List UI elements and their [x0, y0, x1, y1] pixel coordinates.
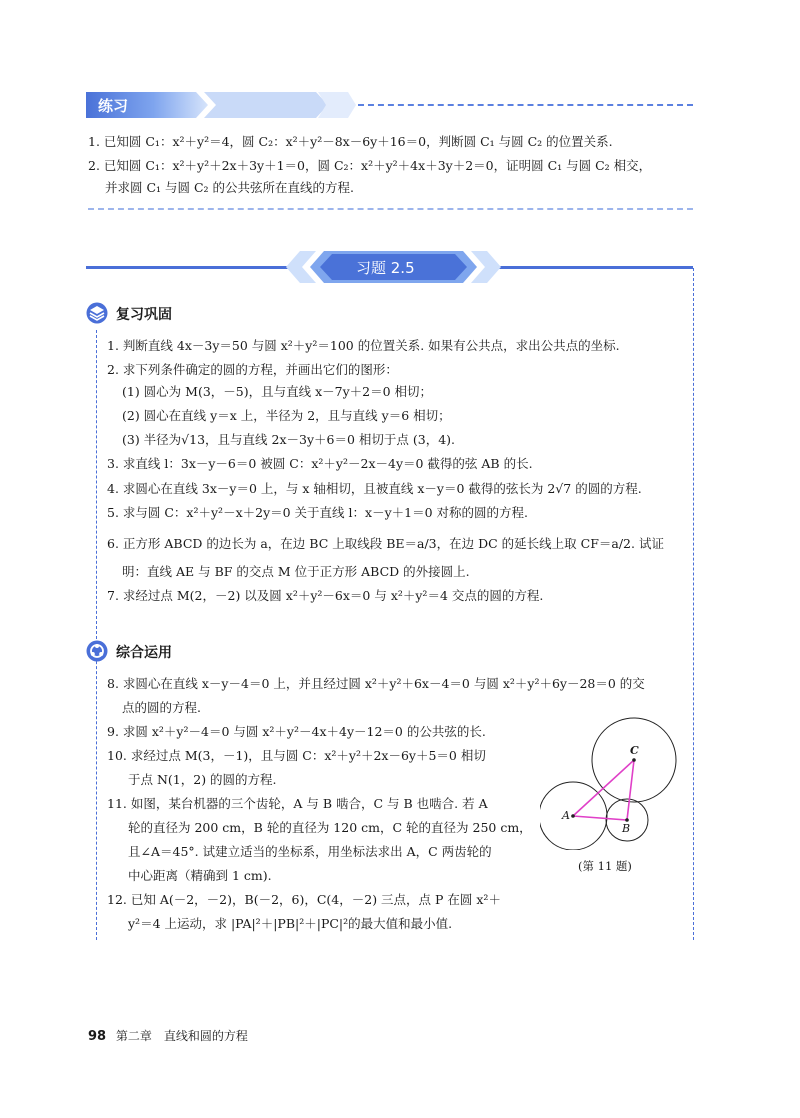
label-b: B: [622, 822, 631, 835]
practice-title: 练习: [98, 97, 129, 115]
label-a: A: [562, 809, 570, 822]
apply-title: 综合运用: [116, 645, 172, 661]
practice-item-2-cont: 并求圆 C₁ 与圆 C₂ 的公共弦所在直线的方程.: [105, 180, 355, 195]
gear-figure-drawing: [540, 708, 690, 850]
practice-item-2: 2. 已知圆 C₁：x²＋y²＋2x＋3y＋1＝0，圆 C₂：x²＋y²＋4x＋3y＋2＝0，证明圆 C₁ 与圆 C₂ 相交，: [88, 158, 652, 173]
chapter-title: 第二章 直线和圆的方程: [115, 1029, 248, 1043]
practice-item-1: 1. 已知圆 C₁：x²＋y²＝4，圆 C₂：x²＋y²－8x－6y＋16＝0，判断圆 C₁ 与圆 C₂ 的位置关系.: [88, 134, 613, 149]
apply-line-4: 10. 求经过点 M(3，－1)，且与圆 C：x²＋y²＋2x－6y＋5＝0 相切: [107, 748, 486, 763]
center-triangle: [573, 760, 634, 820]
review-line-1: 1. 判断直线 4x－3y＝50 与圆 x²＋y²＝100 的位置关系. 如果有公共点，求出公共点的坐标.: [107, 338, 620, 353]
apply-line-11: y²＝4 上运动，求 |PA|²＋|PB|²＋|PC|²的最大值和最小值.: [128, 916, 453, 931]
apply-line-7: 轮的直径为 200 cm，B 轮的直径为 120 cm，C 轮的直径为 250 cm，: [128, 820, 532, 835]
figure-caption: (第 11 题): [578, 859, 632, 873]
review-title: 复习巩固: [116, 307, 172, 323]
apply-line-5: 于点 N(1，2) 的圆的方程.: [128, 772, 277, 787]
page-footer: [88, 1027, 248, 1044]
review-line-3: (1) 圆心为 M(3，－5)，且与直线 x－7y＋2＝0 相切；: [122, 384, 433, 399]
review-line-8: 5. 求与圆 C：x²＋y²－x＋2y＝0 关于直线 l：x－y＋1＝0 对称的圆的方程.: [107, 505, 528, 520]
review-line-9: 6. 正方形 ABCD 的边长为 a，在边 BC 上取线段 BE＝a/3，在边 DC 的延长线上取 CF＝a/2. 试证: [107, 536, 664, 551]
center-a-dot: [571, 814, 575, 818]
review-line-2: 2. 求下列条件确定的圆的方程，并画出它们的图形：: [107, 362, 398, 377]
review-line-10: 明：直线 AE 与 BF 的交点 M 位于正方形 ABCD 的外接圆上.: [122, 564, 470, 579]
apply-line-2: 点的圆的方程.: [122, 700, 201, 715]
apply-line-9: 中心距离（精确到 1 cm).: [128, 868, 272, 883]
review-line-7: 4. 求圆心在直线 3x－y＝0 上，与 x 轴相切，且被直线 x－y＝0 截得的弦长为 2√7 的圆的方程.: [107, 481, 642, 496]
center-c-dot: [632, 758, 636, 762]
exercise-title: 习题 2.5: [356, 259, 415, 277]
apply-line-1: 8. 求圆心在直线 x－y－4＝0 上，并且经过圆 x²＋y²＋6x－4＝0 与圆 x²＋y²＋6y－28＝0 的交: [107, 676, 645, 691]
exercise-right-border: [693, 268, 694, 940]
apply-line-10: 12. 已知 A(－2，－2)，B(－2，6)，C(4，－2) 三点，点 P 在圆 x²＋: [107, 892, 501, 907]
apply-line-6: 11. 如图，某台机器的三个齿轮，A 与 B 啮合，C 与 B 也啮合. 若 A: [107, 796, 488, 811]
practice-bottom-rule: [88, 208, 693, 210]
review-line-5: (3) 半径为√13，且与直线 2x－3y＋6＝0 相切于点 (3，4).: [122, 432, 456, 447]
gear-circle-icon: [86, 640, 108, 662]
exercise-left-border: [96, 330, 97, 940]
gear-figure: [540, 708, 690, 883]
apply-line-8: 且∠A＝45°. 试建立适当的坐标系，用坐标法求出 A，C 两齿轮的: [128, 844, 492, 859]
exercise-banner: [286, 251, 501, 283]
review-line-4: (2) 圆心在直线 y＝x 上，半径为 2，且与直线 y＝6 相切；: [122, 408, 451, 423]
page-number: 98: [88, 1029, 107, 1044]
exercise-rule-right: [490, 266, 693, 269]
review-line-11: 7. 求经过点 M(2，－2) 以及圆 x²＋y²－6x＝0 与 x²＋y²＝4 交点的圆的方程.: [107, 588, 544, 603]
label-c: C: [630, 744, 639, 757]
exercise-rule-left: [86, 266, 296, 269]
practice-banner: [86, 92, 356, 118]
review-line-6: 3. 求直线 l：3x－y－6＝0 被圆 C：x²＋y²－2x－4y＝0 截得的弦 AB 的长.: [107, 456, 533, 471]
practice-top-rule: [358, 104, 693, 106]
layers-icon: [86, 302, 108, 324]
apply-line-3: 9. 求圆 x²＋y²－4＝0 与圆 x²＋y²－4x＋4y－12＝0 的公共弦的长.: [107, 724, 486, 739]
